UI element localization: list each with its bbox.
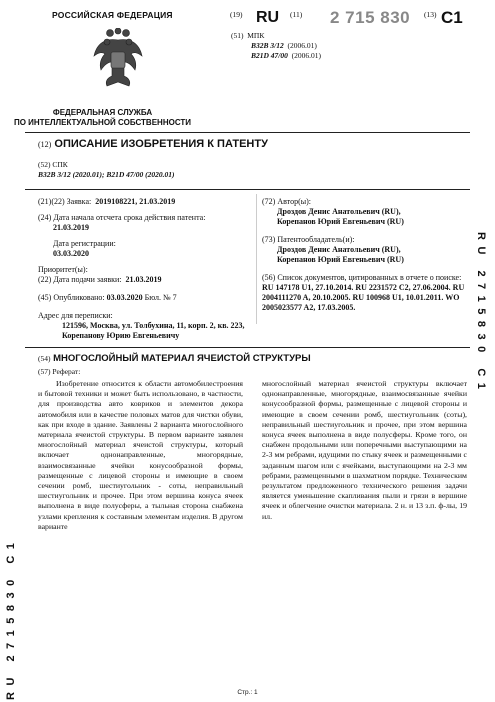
authors-label: (72) Автор(ы): xyxy=(262,197,311,206)
cited-label: (56) Список документов, цитированных в отчете о поиске: xyxy=(262,273,462,282)
side-patent-number-right: RU 2715830 C1 xyxy=(475,232,487,396)
document-title xyxy=(38,138,268,150)
application-field xyxy=(38,197,263,207)
federation-label: РОССИЙСКАЯ ФЕДЕРАЦИЯ xyxy=(52,10,173,20)
invention-title xyxy=(38,353,311,364)
author-name: Корепанов Юрий Евгеньевич (RU) xyxy=(277,217,404,226)
ipc-inid: (51) xyxy=(231,31,244,40)
cpc-label: СПК xyxy=(52,160,68,169)
document-title-text: ОПИСАНИЕ ИЗОБРЕТЕНИЯ К ПАТЕНТУ xyxy=(54,138,268,150)
term-start-label: (24) Дата начала отсчета срока действия патента: xyxy=(38,213,206,222)
inid-code-11: (11) xyxy=(290,10,303,19)
abstract-left-column xyxy=(38,379,243,532)
divider xyxy=(25,132,470,133)
divider xyxy=(25,189,470,190)
owner-name: Корепанов Юрий Евгеньевич (RU) xyxy=(277,255,404,264)
inid-code-13: (13) xyxy=(424,10,437,19)
abstract-text-left: Изобретение относится к области автомобилестроения и бытовой техники и может быть использовано, в частности, для производства авто ковриков и элементов декора автомобиля или в качестве половых матов для чистки обуви, как при входе в здание. Заявлены 2 варианта многослойного материала ячеистой структуры. В первом варианте заявлен многослойный материал ячеистой структуры, который включает однонаправленные, многорядные, взаимосвязанные ячейки конусообразной формы, размещенные с лицевой стороны и имеющие в своем сечении ромб, шестиугольник - соты, неправильный шестиугольник и прочее. При этом вершина конуса ячеек выполнена в виде полусферы, а тыльная сторона снабжена узлами крепления к составным элементам изделия. В другом варианте xyxy=(38,379,243,531)
title-inid: (12) xyxy=(38,140,52,149)
ipc-label: МПК xyxy=(247,31,265,40)
authors-field xyxy=(262,197,472,227)
filing-label: (22) Дата подачи заявки: xyxy=(38,275,122,284)
cpc-classification xyxy=(38,160,174,180)
bibliographic-right-column xyxy=(262,197,472,319)
application-label: (21)(22) Заявка: xyxy=(38,197,92,206)
correspondence-field xyxy=(38,311,263,341)
invention-inid: (54) xyxy=(38,354,51,363)
document-kind: C1 xyxy=(441,8,463,27)
invention-title-text: МНОГОСЛОЙНЫЙ МАТЕРИАЛ ЯЧЕИСТОЙ СТРУКТУРЫ xyxy=(53,353,311,364)
cited-documents-field xyxy=(262,273,472,313)
registration-value: 03.03.2020 xyxy=(53,249,89,258)
owners-field xyxy=(262,235,472,265)
cpc-codes: B32B 3/12 (2020.01); B21D 47/00 (2020.01) xyxy=(38,170,175,179)
term-start-field xyxy=(38,213,263,233)
priority-label: Приоритет(ы): xyxy=(38,265,88,274)
published-label: (45) Опубликовано: xyxy=(38,293,105,302)
application-value: 2019108221, 21.03.2019 xyxy=(95,197,176,206)
cited-documents: RU 147178 U1, 27.10.2014. RU 2231572 C2, 27.06.2004. RU 2004111270 A, 20.10.2005. RU 100968 U1, 10.01.2011. WO 2005023577 A2, 17.03.2005. xyxy=(262,283,465,312)
registration-field xyxy=(38,239,263,259)
cpc-inid: (52) xyxy=(38,160,51,169)
service-name-line1: ФЕДЕРАЛЬНАЯ СЛУЖБА xyxy=(52,108,153,117)
country-code: RU xyxy=(256,9,280,26)
abstract-text-right: многослойный материал ячеистой структуры включает однонаправленные, многорядные, взаимосвязанные ячейки конусообразной формы, размещенные с лицевой стороны и имеющие в своем сечении ромб, шестиугольник (соты), неправильный шестиугольник и прочее, при этом вершина конуса ячеек выполнена в виде полусферы. Кроме того, он снабжен продольными или поперечными выступающими на 2-3 мм ребрами, идущими по стыку ячеек и размещенными с заданным шагом или с ячейками, выступающими на 2-3 мм ребрами, размещенными в шахматном порядке. Техническим результатом предложенного технического решения задачи является уменьшение скапливания пыли и грязи в вершине ячеек и облегчение очистки материала. 2 н. и 13 з.п. ф-лы, 19 ил. xyxy=(262,379,467,521)
divider xyxy=(25,347,470,348)
bulletin-number: Бюл. № 7 xyxy=(144,293,177,302)
abstract-label: (57) Реферат: xyxy=(38,367,81,376)
ipc-class: B32B 3/12 xyxy=(251,41,284,50)
service-name-line2: ПО ИНТЕЛЛЕКТУАЛЬНОЙ СОБСТВЕННОСТИ xyxy=(13,118,192,127)
filing-field xyxy=(38,275,263,285)
filing-value: 21.03.2019 xyxy=(125,275,162,284)
ipc-version: (2006.01) xyxy=(291,51,322,60)
correspondence-label: Адрес для переписки: xyxy=(38,311,113,320)
publication-field xyxy=(38,293,263,303)
page-number: Стр.: 1 xyxy=(237,689,258,696)
ipc-version: (2006.01) xyxy=(287,41,317,50)
published-value: 03.03.2020 xyxy=(106,293,143,302)
ipc-class: B21D 47/00 xyxy=(251,51,288,60)
side-patent-number-left: RU 2715830 C1 xyxy=(5,536,17,700)
inid-code-19: (19) xyxy=(230,10,243,19)
correspondence-address: 121596, Москва, ул. Толбухина, 11, корп. 2, кв. 223, Корепанову Юрию Евгеньевичу xyxy=(62,321,245,340)
owner-name: Дроздов Денис Анатольевич (RU), xyxy=(277,245,401,254)
author-name: Дроздов Денис Анатольевич (RU), xyxy=(277,207,401,216)
bibliographic-left-column xyxy=(38,197,263,347)
term-start-value: 21.03.2019 xyxy=(53,223,89,232)
registration-label: Дата регистрации: xyxy=(53,239,116,248)
abstract-right-column xyxy=(262,379,467,522)
patent-number: 2 715 830 xyxy=(330,8,411,27)
coat-of-arms-emblem xyxy=(93,28,143,90)
ipc-classification xyxy=(231,31,321,61)
owners-label: (73) Патентообладатель(и): xyxy=(262,235,355,244)
